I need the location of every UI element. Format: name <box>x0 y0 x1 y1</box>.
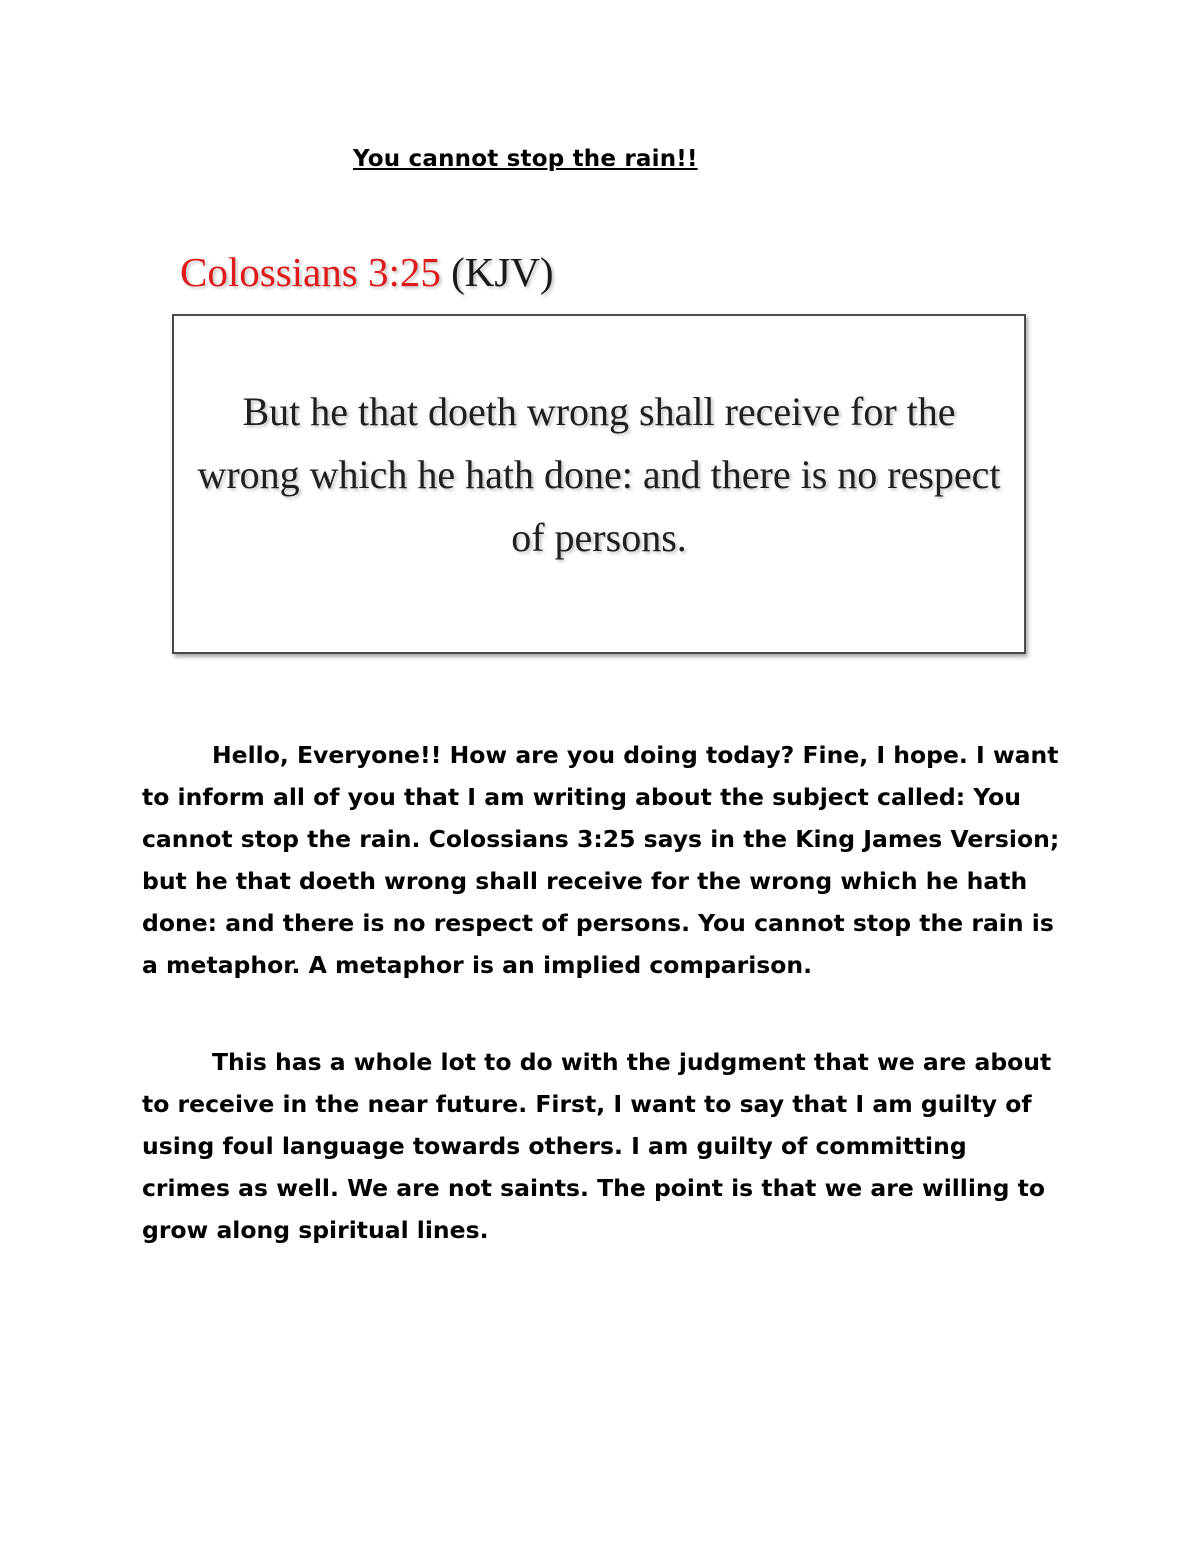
body-paragraph-1-text: Hello, Everyone!! How are you doing today? Fine, I hope. I want to inform all of you that I am writing about the subject called: You cannot stop the rain. Colossians 3:25 says in the King James Version; but he that doeth wrong shall receive for the wrong which he hath done: and there is no respect of persons. You cannot stop the rain is a metaphor. A metaphor is an implied comparison. <box>142 741 1060 979</box>
scripture-reference: Colossians 3:25 <box>180 249 441 295</box>
verse-box <box>172 314 1026 654</box>
scripture-heading <box>180 248 554 296</box>
scripture-image <box>168 248 1034 662</box>
body-paragraph-1 <box>142 735 1062 986</box>
verse-text: But he that doeth wrong shall receive for the wrong which he hath done: and there is no respect of persons. <box>197 389 1001 560</box>
body-paragraph-2-text: This has a whole lot to do with the judgment that we are about to receive in the near future. First, I want to say that I am guilty of using foul language towards others. I am guilty of committing crimes as well. We are not saints. The point is that we are willing to grow along spiritual lines. <box>142 1048 1052 1244</box>
page-title: You cannot stop the rain!! <box>353 146 698 172</box>
scripture-version: (KJV) <box>451 249 554 295</box>
body-paragraph-2 <box>142 1042 1062 1252</box>
